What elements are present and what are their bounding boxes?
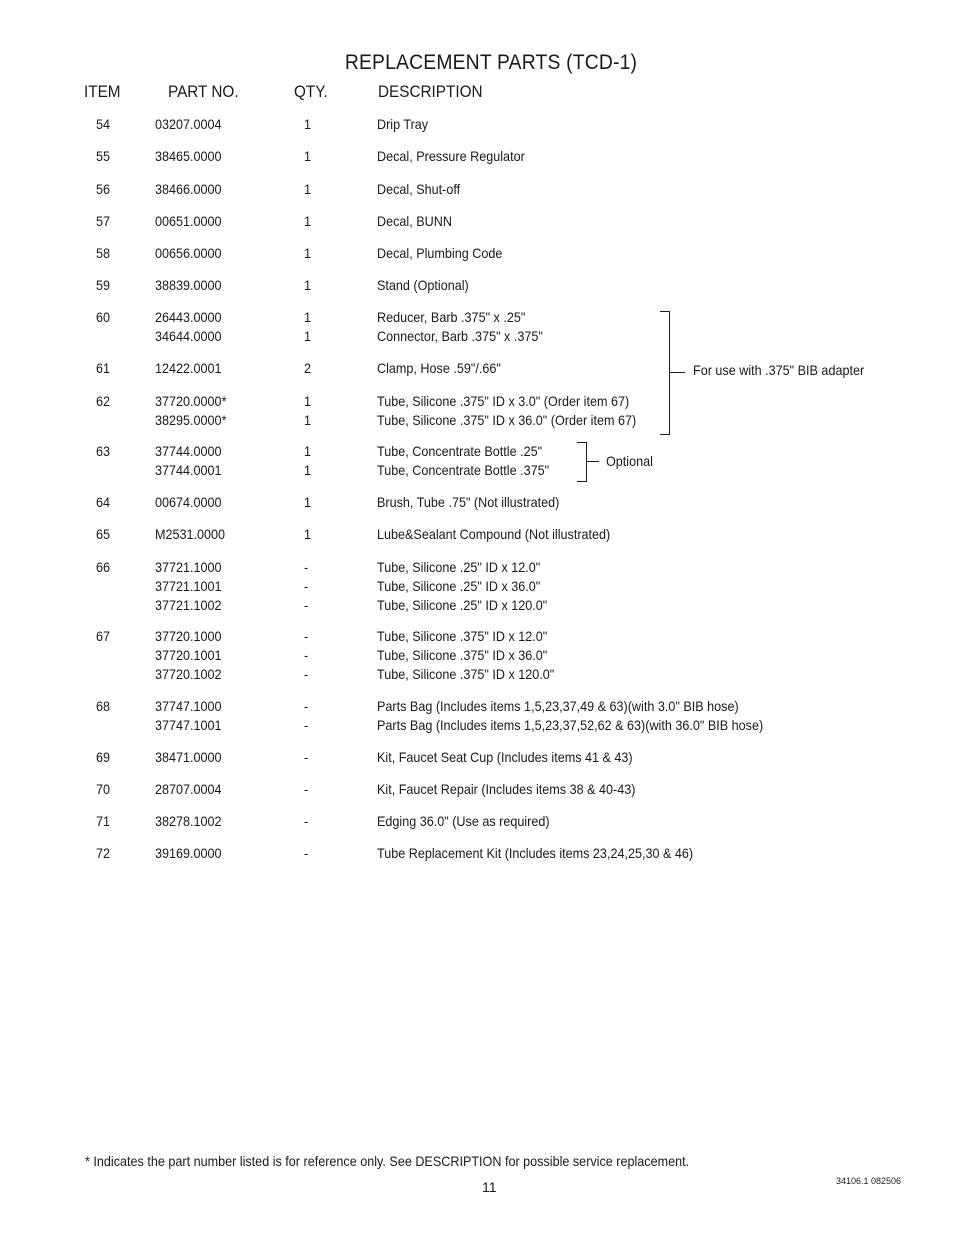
item-number: 58 bbox=[96, 245, 111, 261]
description: Decal, Shut-off bbox=[377, 181, 461, 197]
description: Tube, Silicone .375" ID x 36.0" bbox=[377, 647, 548, 663]
part-number: 37744.0001 bbox=[155, 462, 222, 478]
quantity: 1 bbox=[304, 328, 312, 344]
item-number: 68 bbox=[96, 698, 111, 714]
description: Reducer, Barb .375" x .25" bbox=[377, 309, 526, 325]
part-number: 12422.0001 bbox=[155, 360, 222, 376]
part-number: 37747.1000 bbox=[155, 698, 222, 714]
part-number: 39169.0000 bbox=[155, 845, 222, 861]
description: Tube, Silicone .375" ID x 3.0" (Order item 67) bbox=[377, 393, 630, 409]
description: Brush, Tube .75" (Not illustrated) bbox=[377, 494, 560, 510]
description: Tube, Silicone .375" ID x 120.0" bbox=[377, 666, 555, 682]
item-number: 62 bbox=[96, 393, 111, 409]
part-number: 38471.0000 bbox=[155, 749, 222, 765]
part-number: 37744.0000 bbox=[155, 443, 222, 459]
quantity: 1 bbox=[304, 526, 312, 542]
item-number: 63 bbox=[96, 443, 111, 459]
document-number: 34106.1 082506 bbox=[836, 1176, 902, 1186]
part-number: 37720.0000* bbox=[155, 393, 227, 409]
bib-adapter-bracket bbox=[660, 311, 670, 435]
quantity: 1 bbox=[304, 443, 312, 459]
part-number: 37721.1002 bbox=[155, 597, 222, 613]
item-number: 70 bbox=[96, 781, 111, 797]
description: Tube, Silicone .375" ID x 36.0" (Order item 67) bbox=[377, 412, 637, 428]
quantity: 1 bbox=[304, 148, 312, 164]
item-number: 61 bbox=[96, 360, 111, 376]
optional-note: Optional bbox=[606, 453, 653, 469]
part-number: M2531.0000 bbox=[155, 526, 226, 542]
description: Decal, Plumbing Code bbox=[377, 245, 503, 261]
quantity: 1 bbox=[304, 245, 312, 261]
description: Clamp, Hose .59"/.66" bbox=[377, 360, 501, 376]
optional-tick bbox=[587, 461, 599, 462]
quantity: - bbox=[304, 666, 309, 682]
bib-adapter-tick bbox=[670, 372, 685, 373]
optional-bracket bbox=[577, 442, 587, 482]
quantity: - bbox=[304, 647, 309, 663]
quantity: 1 bbox=[304, 309, 312, 325]
part-number: 37721.1001 bbox=[155, 578, 222, 594]
footnote: * Indicates the part number listed is for reference only. See DESCRIPTION for possible service replacement. bbox=[85, 1153, 690, 1169]
quantity: - bbox=[304, 559, 309, 575]
description: Tube, Concentrate Bottle .25" bbox=[377, 443, 543, 459]
page-title: REPLACEMENT PARTS (TCD-1) bbox=[344, 51, 638, 74]
quantity: - bbox=[304, 749, 309, 765]
quantity: - bbox=[304, 845, 309, 861]
part-number: 38466.0000 bbox=[155, 181, 222, 197]
header-item: ITEM bbox=[84, 82, 121, 101]
part-number: 03207.0004 bbox=[155, 116, 222, 132]
description: Stand (Optional) bbox=[377, 277, 469, 293]
quantity: - bbox=[304, 698, 309, 714]
description: Kit, Faucet Repair (Includes items 38 & 40-43) bbox=[377, 781, 636, 797]
description: Tube, Silicone .25" ID x 12.0" bbox=[377, 559, 541, 575]
quantity: 1 bbox=[304, 213, 312, 229]
part-number: 38839.0000 bbox=[155, 277, 222, 293]
description: Connector, Barb .375" x .375" bbox=[377, 328, 543, 344]
quantity: - bbox=[304, 781, 309, 797]
part-number: 37720.1001 bbox=[155, 647, 222, 663]
header-qty: QTY. bbox=[294, 82, 328, 101]
description: Tube, Concentrate Bottle .375" bbox=[377, 462, 550, 478]
quantity: 1 bbox=[304, 181, 312, 197]
header-description: DESCRIPTION bbox=[378, 82, 483, 101]
item-number: 66 bbox=[96, 559, 111, 575]
part-number: 38295.0000* bbox=[155, 412, 227, 428]
description: Tube, Silicone .375" ID x 12.0" bbox=[377, 628, 548, 644]
part-number: 34644.0000 bbox=[155, 328, 222, 344]
part-number: 00674.0000 bbox=[155, 494, 222, 510]
quantity: 1 bbox=[304, 393, 312, 409]
description: Lube&Sealant Compound (Not illustrated) bbox=[377, 526, 611, 542]
part-number: 38465.0000 bbox=[155, 148, 222, 164]
part-number: 38278.1002 bbox=[155, 813, 222, 829]
page-number: 11 bbox=[482, 1179, 497, 1195]
item-number: 54 bbox=[96, 116, 111, 132]
part-number: 37747.1001 bbox=[155, 717, 222, 733]
bib-adapter-note: For use with .375" BIB adapter bbox=[693, 362, 865, 378]
item-number: 59 bbox=[96, 277, 111, 293]
part-number: 28707.0004 bbox=[155, 781, 222, 797]
quantity: 1 bbox=[304, 412, 312, 428]
description: Decal, Pressure Regulator bbox=[377, 148, 525, 164]
header-part-no: PART NO. bbox=[168, 82, 239, 101]
quantity: 1 bbox=[304, 116, 312, 132]
description: Parts Bag (Includes items 1,5,23,37,52,62 & 63)(with 36.0" BIB hose) bbox=[377, 717, 764, 733]
description: Drip Tray bbox=[377, 116, 429, 132]
part-number: 37720.1000 bbox=[155, 628, 222, 644]
item-number: 57 bbox=[96, 213, 111, 229]
quantity: 1 bbox=[304, 462, 312, 478]
item-number: 67 bbox=[96, 628, 111, 644]
description: Tube, Silicone .25" ID x 36.0" bbox=[377, 578, 541, 594]
item-number: 64 bbox=[96, 494, 111, 510]
part-number: 37720.1002 bbox=[155, 666, 222, 682]
description: Tube, Silicone .25" ID x 120.0" bbox=[377, 597, 548, 613]
quantity: - bbox=[304, 597, 309, 613]
quantity: - bbox=[304, 628, 309, 644]
item-number: 55 bbox=[96, 148, 111, 164]
description: Tube Replacement Kit (Includes items 23,24,25,30 & 46) bbox=[377, 845, 694, 861]
item-number: 72 bbox=[96, 845, 111, 861]
quantity: 2 bbox=[304, 360, 312, 376]
item-number: 65 bbox=[96, 526, 111, 542]
item-number: 69 bbox=[96, 749, 111, 765]
item-number: 71 bbox=[96, 813, 111, 829]
description: Parts Bag (Includes items 1,5,23,37,49 & 63)(with 3.0" BIB hose) bbox=[377, 698, 739, 714]
quantity: 1 bbox=[304, 277, 312, 293]
quantity: - bbox=[304, 813, 309, 829]
quantity: - bbox=[304, 717, 309, 733]
part-number: 26443.0000 bbox=[155, 309, 222, 325]
item-number: 60 bbox=[96, 309, 111, 325]
item-number: 56 bbox=[96, 181, 111, 197]
part-number: 00651.0000 bbox=[155, 213, 222, 229]
description: Decal, BUNN bbox=[377, 213, 452, 229]
description: Edging 36.0" (Use as required) bbox=[377, 813, 550, 829]
part-number: 00656.0000 bbox=[155, 245, 222, 261]
quantity: - bbox=[304, 578, 309, 594]
part-number: 37721.1000 bbox=[155, 559, 222, 575]
quantity: 1 bbox=[304, 494, 312, 510]
description: Kit, Faucet Seat Cup (Includes items 41 & 43) bbox=[377, 749, 633, 765]
